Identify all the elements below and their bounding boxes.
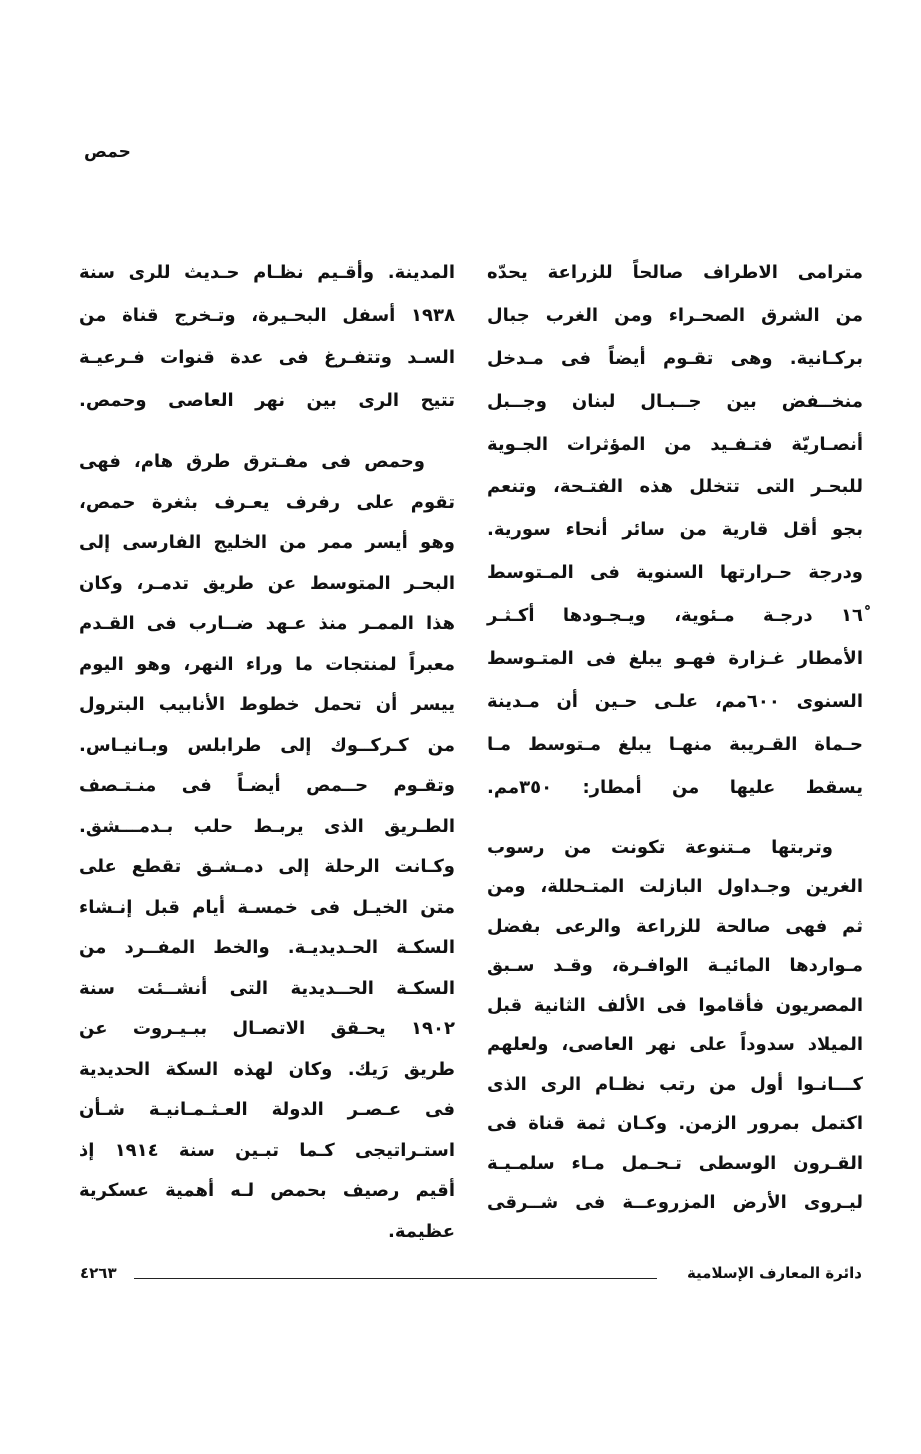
text-line: ثم فهى صالحة للزراعة والرعى بفضل xyxy=(487,915,863,937)
text-line: يسقط عليها من أمطار: ٣٥٠مم. xyxy=(487,776,863,798)
paragraph xyxy=(487,828,863,1223)
text-line: هذا الممـر منذ عـهد ضــارب فى القـدم xyxy=(79,613,455,634)
text-line: من الشرق الصحـراء ومن الغرب جبال xyxy=(487,304,863,326)
text-line: حـماة القـريبة منهـا يبلغ مـتوسط مـا xyxy=(487,733,863,755)
paragraph xyxy=(79,252,455,422)
text-line: السكـة الحــديدية التى أنشــئت سنة xyxy=(79,977,455,999)
left-column xyxy=(79,252,455,1252)
text-line: بجو أقل قارية من سائر أنحاء سورية. xyxy=(487,519,863,541)
text-line: الميلاد سدوداً على نهر العاصى، ولعلهم xyxy=(487,1034,863,1056)
text-line: القـرون الوسطى تـحـمل مـاء سلمـيـة xyxy=(487,1152,863,1174)
text-line: المدينة. وأقـيم نظـام حـديث للرى سنة xyxy=(79,262,455,283)
text-line: ييسر أن تحمل خطوط الأنابيب البترول xyxy=(79,694,455,715)
text-line: السكـة الحـديديـة. والخط المفــرد من xyxy=(79,937,455,958)
text-line: طريق رَيك. وكان لهذه السكة الحديدية xyxy=(79,1058,455,1080)
text-line: منخــفض بين جــبـال لبنان وجــبل xyxy=(487,390,863,412)
page-number: ٤٢٦٣ xyxy=(80,1264,117,1282)
text-line: أقيم رصيف بحمص لـه أهمية عسكرية xyxy=(79,1180,455,1201)
text-line: معبراً لمنتجات ما وراء النهر، وهو اليوم xyxy=(79,653,455,675)
text-line: ١٦ْ درجـة مـئوية، ويـجـودها أكـثـر xyxy=(487,605,863,627)
text-line: الأمطار غـزارة فهـو يبلغ فى المتـوسط xyxy=(487,648,863,670)
text-line: الطـريق الذى يربـط حلب بـدمـــشق. xyxy=(79,815,455,837)
text-line: وكـانت الرحلة إلى دمـشـق تقطع على xyxy=(79,856,455,877)
text-line: فى عـصـر الدولة العـثـمـانيـة شـأن xyxy=(79,1099,455,1120)
text-line: وتربتها مـتنوعة تكونت من رسوب xyxy=(487,836,833,858)
text-line: تقوم على رفرف يعـرف بثغرة حمص، xyxy=(79,491,455,513)
text-line: اكتمل بمرور الزمن. وكـان ثمة قناة فى xyxy=(487,1113,863,1135)
running-head: حمص xyxy=(84,142,131,162)
footer-rule xyxy=(134,1278,657,1279)
text-line: مترامى الاطراف صالحاً للزراعة يحدّه xyxy=(487,262,863,283)
text-line: ليـروى الأرض المزروعــة فى شــرقى xyxy=(487,1192,863,1214)
text-line: مـواردها المائيـة الوافـرة، وقـد سـبق xyxy=(487,955,863,977)
text-line: البحـر المتوسط عن طريق تدمـر، وكان xyxy=(79,572,455,594)
text-line: من كـركــوك إلى طرابلس وبـانيـاس. xyxy=(79,734,455,756)
text-line: وتقـوم حــمص أيضـاً فى منـتـصف xyxy=(79,775,455,796)
text-line: السـد وتتفـرغ فى عدة قنوات فـرعيـة xyxy=(79,347,455,368)
paragraph xyxy=(79,442,455,1252)
text-line: عظيمة. xyxy=(388,1220,455,1242)
text-line: ١٩٠٢ يحـقق الاتصـال ببـيـروت عن xyxy=(79,1018,455,1039)
text-line: للبحـر التى تتخلل هذه الفتـحة، وتنعم xyxy=(487,476,863,498)
paragraph xyxy=(487,252,863,810)
publication-title: دائرة المعارف الإسلامية xyxy=(686,1264,862,1282)
text-line: السنوى ٦٠٠مم، علـى حـين أن مـدينة xyxy=(487,690,863,712)
text-line: بركـانية. وهى تقـوم أيضاً فى مـدخل xyxy=(487,347,863,369)
text-line: وحمص فى مفـترق طرق هام، فهى xyxy=(79,451,425,472)
text-line: أنصـاريّة فتـفـيد من المؤثرات الجـوية xyxy=(487,433,863,455)
text-line: كـــانـوا أول من رتب نظـام الرى الذى xyxy=(487,1073,863,1095)
text-line: الغرين وجـداول البازلت المتـحللة، ومن xyxy=(487,876,863,898)
text-line: تتيح الرى بين نهر العاصى وحمص. xyxy=(79,389,455,411)
text-line: وهو أيسر ممر من الخليج الفارسى إلى xyxy=(79,532,455,553)
text-line: ودرجة حـرارتها السنوية فى المـتوسط xyxy=(487,562,863,584)
page-footer xyxy=(60,1264,862,1290)
text-line: ١٩٣٨ أسفل البحـيرة، وتـخرج قناة من xyxy=(79,304,455,326)
text-line: متن الخيـل فى خمسـة أيام قبل إنـشاء xyxy=(79,896,455,918)
text-line: المصريون فأقاموا فى الألف الثانية قبل xyxy=(487,994,863,1016)
right-column xyxy=(487,252,863,1223)
text-line: استـراتيجى كـما تبـين سنة ١٩١٤ إذ xyxy=(79,1139,455,1161)
